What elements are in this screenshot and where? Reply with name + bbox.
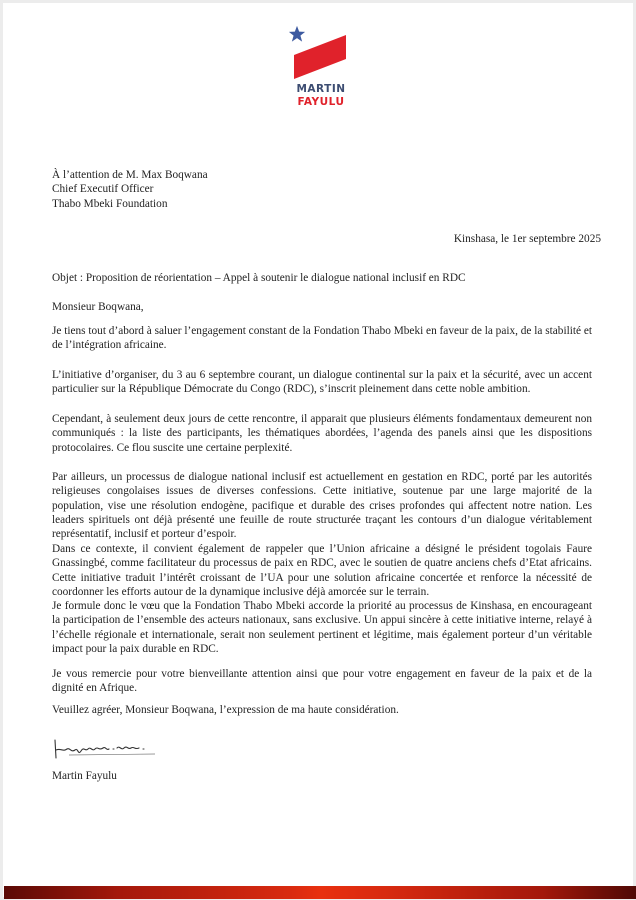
letter-subject: Objet : Proposition de réorientation – Appel à soutenir le dialogue national inclusif en RDC: [52, 272, 466, 284]
paragraph-5: Dans ce contexte, il convient également de rappeler que l’Union africaine a désigné le président togolais Faure Gnassingbé, comme facilitateur du processus de paix en RDC, avec le soutien de quatre anciens chefs d’Etat africains. Cette initiative traduit l’intérêt croissant de l’UA pour une solution africaine concertée et renforce la nécessité de coordonner les efforts autour de la dynamique inclusive déjà amorcée sur le terrain.: [52, 543, 592, 598]
logo-text-martin: MARTIN: [296, 83, 346, 95]
paragraph-7: Je vous remercie pour votre bienveillante attention ainsi que pour votre engagement en faveur de la paix et de la dignité en Afrique.: [52, 668, 592, 695]
paragraph-3: Cependant, à seulement deux jours de cette rencontre, il apparait que plusieurs éléments fondamentaux demeurent non communiqués : la liste des participants, les thématiques abordées, l’agenda des panels ainsi que les dispositions protocolaires. Ce flou suscite une certaine perplexité.: [52, 413, 592, 454]
closing-formula: Veuillez agréer, Monsieur Boqwana, l’expression de ma haute considération.: [52, 704, 399, 716]
logo-text-fayulu: FAYULU: [297, 96, 345, 108]
letterhead-logo: [288, 25, 358, 108]
signatory-name: Martin Fayulu: [52, 770, 117, 782]
paragraph-4: Par ailleurs, un processus de dialogue national inclusif est actuellement en gestation en RDC, porté par les autorités religieuses congolaises issues de diverses confessions. Cette initiative, soutenue par une large majorité de la population, vise une résolution endogène, pacifique et durable des crises profondes qui affectent notre nation. Les leaders spirituels ont déjà présenté une feuille de route structurée traçant les contours d’un dialogue véritablement représentatif, inclusif et porteur d’espoir.: [52, 471, 592, 541]
recipient-line-1: À l’attention de M. Max Boqwana: [52, 169, 208, 181]
handwritten-signature-icon: [51, 736, 161, 762]
recipient-line-2: Chief Executif Officer: [52, 183, 154, 196]
recipient-line-3: Thabo Mbeki Foundation: [52, 197, 168, 210]
letter-page: [3, 3, 633, 897]
footer-bar: [4, 886, 636, 899]
flag-icon: [292, 33, 348, 79]
letter-date: Kinshasa, le 1er septembre 2025: [453, 233, 601, 245]
paragraph-1: Je tiens tout d’abord à saluer l’engagement constant de la Fondation Thabo Mbeki en faveur de la paix, de la stabilité et de l’intégration africaine.: [52, 325, 592, 352]
recipient-address: [52, 168, 592, 211]
salutation: Monsieur Boqwana,: [52, 301, 144, 313]
paragraph-6: Je formule donc le vœu que la Fondation Thabo Mbeki accorde la priorité au processus de Kinshasa, en encourageant la participation de l’ensemble des acteurs nationaux, sans exclusive. Un appui sincère à cette initiative interne, relayé à l’échelle régionale et internationale, serait non seulement pertinent et légitime, mais également porteur d’un véritable impact pour la paix durable en RDC.: [52, 600, 592, 655]
paragraph-2: L’initiative d’organiser, du 3 au 6 septembre courant, un dialogue continental sur la paix et la sécurité, avec un accent particulier sur la République Démocrate du Congo (RDC), s’inscrit pleinement dans cette noble ambition.: [52, 369, 592, 396]
